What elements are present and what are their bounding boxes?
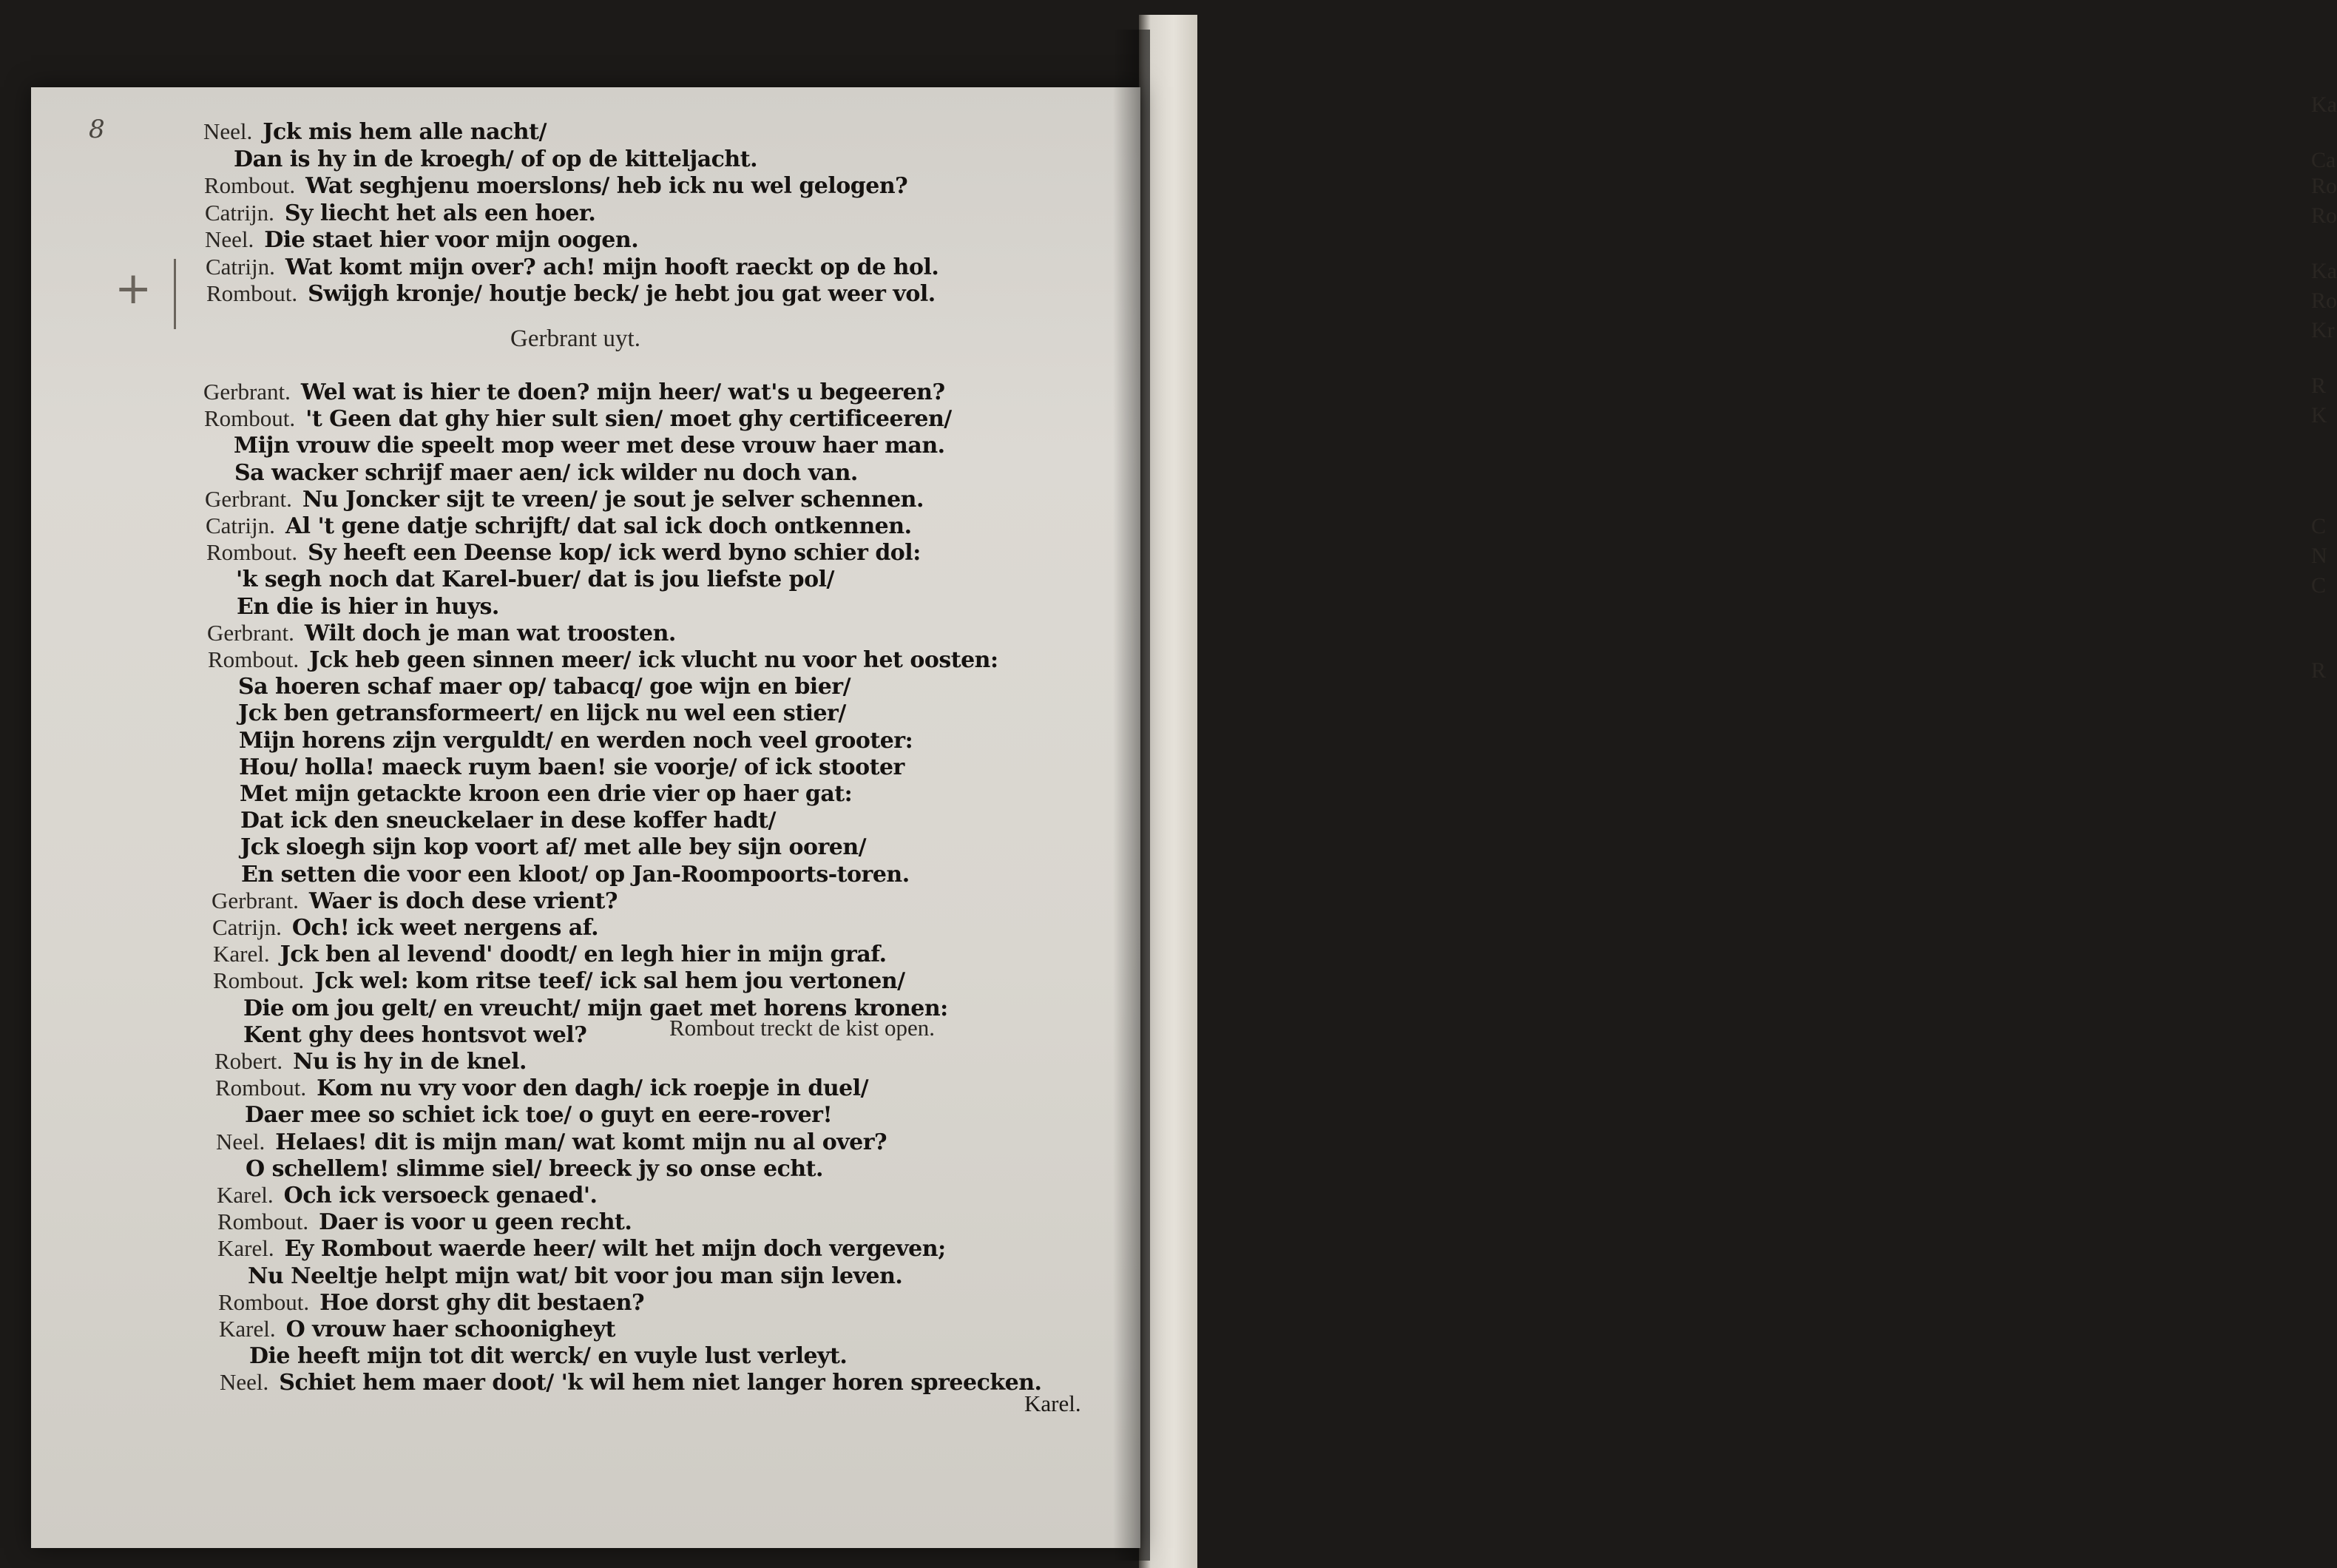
dialogue-line xyxy=(206,513,912,540)
facing-fragment: Ro xyxy=(2311,288,2337,313)
verse-text: Nu Neeltje helpt mijn wat/ bit voor jou man sijn leven. xyxy=(248,1263,903,1289)
dialogue-line xyxy=(245,1101,832,1129)
verse-text: Die heeft mijn tot dit werck/ en vuyle lust verleyt. xyxy=(249,1343,848,1370)
facing-fragment: C xyxy=(2311,573,2327,598)
page-number: 8 xyxy=(89,115,105,144)
verse-text: Waer is doch dese vrient? xyxy=(308,888,618,914)
verse-text: Jck wel: kom ritse teef/ ick sal hem jou vertonen/ xyxy=(314,968,905,995)
verse-text: Wat seghjenu moerslons/ heb ick nu wel gelogen? xyxy=(305,173,908,199)
dialogue-line xyxy=(240,807,776,834)
verse-text: Ey Rombout waerde heer/ wilt het mijn doch vergeven; xyxy=(284,1236,946,1263)
dialogue-line xyxy=(205,486,924,513)
dialogue-line xyxy=(236,566,834,593)
speaker-name: Karel. xyxy=(217,1235,274,1262)
dialogue-line xyxy=(249,1342,847,1370)
verse-text: Schiet hem maer doot/ 'k wil hem niet langer horen spreecken. xyxy=(279,1370,1042,1396)
dialogue-line xyxy=(240,780,852,808)
verse-text: Daer is voor u geen recht. xyxy=(319,1209,632,1236)
verse-text: Met mijn getackte kroon een drie vier op haer gat: xyxy=(240,781,853,807)
dialogue-line xyxy=(217,1209,632,1236)
speaker-name: Rombout. xyxy=(213,967,305,994)
gutter-shadow xyxy=(1113,30,1150,1561)
verse-text: Kom nu vry voor den dagh/ ick roepje in duel/ xyxy=(317,1075,869,1102)
dialogue-line xyxy=(212,914,598,942)
dialogue-line xyxy=(238,700,846,727)
verse-text: Helaes! dit is mijn man/ wat komt mijn nu al over? xyxy=(275,1129,887,1155)
facing-fragment: Kr xyxy=(2311,318,2335,342)
margin-line-mark xyxy=(174,259,176,329)
stage-heading: Gerbrant uyt. xyxy=(510,325,640,352)
dialogue-line xyxy=(239,754,904,781)
speaker-name: Rombout. xyxy=(208,646,300,672)
verse-text: Och! ick weet nergens af. xyxy=(291,915,599,941)
facing-fragment: Ro xyxy=(2311,174,2337,198)
speaker-name: Gerbrant. xyxy=(207,619,294,646)
dialogue-line xyxy=(207,620,676,647)
verse-text: Jck sloegh sijn kop voort af/ met alle bey sijn ooren/ xyxy=(240,834,867,861)
dialogue-line xyxy=(220,1369,1042,1396)
verse-text: Sa hoeren schaf maer op/ tabacq/ goe wijn en bier/ xyxy=(238,674,851,700)
facing-fragment: Ca xyxy=(2311,148,2336,172)
verse-text: En setten die voor een kloot/ op Jan-Roompoorts-toren. xyxy=(241,861,910,888)
dialogue-line xyxy=(205,226,638,254)
verse-text: Mijn vrouw die speelt mop weer met dese vrouw haer man. xyxy=(234,433,945,459)
speaker-name: Rombout. xyxy=(215,1075,307,1101)
dialogue-line xyxy=(213,967,905,995)
stage-direction-text: Rombout treckt de kist open. xyxy=(669,1015,936,1041)
dialogue-line xyxy=(234,459,858,487)
dialogue-line xyxy=(204,405,952,433)
verse-text: Sy liecht het als een hoer. xyxy=(284,200,596,226)
dialogue-line xyxy=(215,1075,868,1102)
dialogue-line xyxy=(216,1129,887,1156)
verse-text: O vrouw haer schoonigheyt xyxy=(285,1317,615,1342)
verse-text: Hoe dorst ghy dit bestaen? xyxy=(319,1289,645,1316)
dialogue-line xyxy=(212,888,618,915)
speaker-name: Karel. xyxy=(217,1182,274,1208)
speaker-name: Rombout. xyxy=(206,280,298,306)
verse-text: 'k segh noch dat Karel-buer/ dat is jou liefste pol/ xyxy=(236,567,834,593)
speaker-name: Rombout. xyxy=(217,1209,309,1235)
dialogue-line xyxy=(208,646,998,674)
facing-fragment: C xyxy=(2311,514,2327,538)
dialogue-line xyxy=(213,941,887,968)
dialogue-line xyxy=(205,200,595,227)
speaker-name: Catrijn. xyxy=(206,253,275,280)
speaker-name: Karel. xyxy=(219,1316,276,1342)
verse-text: Wat komt mijn over? ach! mijn hooft raeckt op de hol. xyxy=(285,254,939,280)
verse-text: Al 't gene datje schrijft/ dat sal ick doch ontkennen. xyxy=(285,513,912,539)
verse-text: Die staet hier voor mijn oogen. xyxy=(264,227,639,253)
verse-text: Swijgh kronje/ houtje beck/ je hebt jou gat weer vol. xyxy=(308,281,936,307)
dialogue-line xyxy=(243,1021,586,1049)
verse-text: Daer mee so schiet ick toe/ o guyt en eere-rover! xyxy=(245,1102,833,1129)
catchword: Karel. xyxy=(1024,1390,1081,1416)
verse-text: Dan is hy in de kroegh/ of op de kitteljacht. xyxy=(234,146,758,172)
dialogue-line xyxy=(217,1235,946,1263)
dialogue-line xyxy=(240,834,866,861)
facing-fragment: Ka xyxy=(2311,92,2337,117)
verse-text: Nu is hy in de knel. xyxy=(293,1049,527,1075)
verse-text: Kent ghy dees hontsvot wel? xyxy=(243,1021,587,1048)
dialogue-line xyxy=(239,727,913,754)
dialogue-line xyxy=(234,146,757,173)
dialogue-line xyxy=(237,593,499,621)
verse-text: 't Geen dat ghy hier sult sien/ moet ghy certificeeren/ xyxy=(305,406,952,433)
facing-fragment: Ro xyxy=(2311,203,2337,228)
speaker-name: Gerbrant. xyxy=(212,887,299,913)
dialogue-line xyxy=(238,673,850,700)
verse-text: Dat ick den sneuckelaer in dese koffer hadt/ xyxy=(240,808,777,834)
speaker-name: Rombout. xyxy=(204,405,296,432)
dialogue-line xyxy=(248,1263,902,1290)
verse-text: Wel wat is hier te doen? mijn heer/ wat's u begeeren? xyxy=(300,379,945,405)
dialogue-line xyxy=(206,254,938,281)
speaker-name: Neel. xyxy=(220,1369,269,1396)
verse-text: Hou/ holla! maeck ruym baen! sie voorje/ of ick stooter xyxy=(239,754,904,780)
verse-text: Nu Joncker sijt te vreen/ je sout je selver schennen. xyxy=(302,486,924,513)
verse-text: Jck heb geen sinnen meer/ ick vlucht nu voor het oosten: xyxy=(309,647,998,673)
speaker-name: Gerbrant. xyxy=(205,485,292,512)
speaker-name: Neel. xyxy=(216,1128,266,1155)
dialogue-line xyxy=(214,1048,527,1075)
facing-fragment: K xyxy=(2311,403,2327,428)
facing-fragment: R xyxy=(2311,658,2327,683)
dialogue-line xyxy=(234,432,945,459)
speaker-name: Neel. xyxy=(203,118,253,144)
dialogue-line xyxy=(203,379,945,406)
verse-text: Och ick versoeck genaed'. xyxy=(283,1183,598,1209)
verse-text: O schellem! slimme siel/ breeck jy so onse echt. xyxy=(246,1155,823,1182)
facing-fragment: N xyxy=(2311,544,2327,568)
verse-text: En die is hier in huys. xyxy=(237,593,499,620)
verse-text: Jck ben getransformeert/ en lijck nu wel een stier/ xyxy=(238,700,846,727)
margin-plus-mark: + xyxy=(115,263,152,314)
speaker-name: Catrijn. xyxy=(206,513,275,538)
verse-text: Die om jou gelt/ en vreucht/ mijn gaet met horens kronen: xyxy=(243,995,948,1021)
dialogue-line xyxy=(217,1182,597,1209)
dialogue-line xyxy=(204,172,907,200)
verse-text: Jck mis hem alle nacht/ xyxy=(263,119,547,145)
speaker-name: Karel. xyxy=(213,941,270,967)
dialogue-line xyxy=(206,280,936,308)
dialogue-line xyxy=(246,1155,823,1183)
facing-fragment: Ka xyxy=(2311,259,2337,283)
speaker-name: Rombout. xyxy=(204,172,296,198)
verse-text: Mijn horens zijn verguldt/ en werden noch veel grooter: xyxy=(239,727,913,754)
verse-text: Jck ben al levend' doodt/ en legh hier in mijn graf. xyxy=(280,942,887,968)
speaker-name: Robert. xyxy=(214,1048,283,1074)
speaker-name: Rombout. xyxy=(218,1288,310,1315)
dialogue-line xyxy=(219,1316,615,1343)
speaker-name: Gerbrant. xyxy=(203,379,291,405)
speaker-name: Neel. xyxy=(205,226,254,252)
dialogue-line xyxy=(218,1289,644,1317)
speaker-name: Catrijn. xyxy=(205,199,274,226)
dialogue-line xyxy=(206,539,921,567)
verse-text: Sy heeft een Deense kop/ ick werd byno schier dol: xyxy=(308,540,921,567)
speaker-name: Rombout. xyxy=(206,539,298,566)
speaker-name: Catrijn. xyxy=(212,914,282,940)
facing-fragment: R xyxy=(2311,374,2327,398)
stage-direction xyxy=(669,1015,935,1041)
dialogue-line xyxy=(241,861,910,888)
verse-text: Sa wacker schrijf maer aen/ ick wilder nu doch van. xyxy=(234,459,858,486)
dialogue-line xyxy=(203,118,547,146)
verse-text: Wilt doch je man wat troosten. xyxy=(304,620,676,646)
